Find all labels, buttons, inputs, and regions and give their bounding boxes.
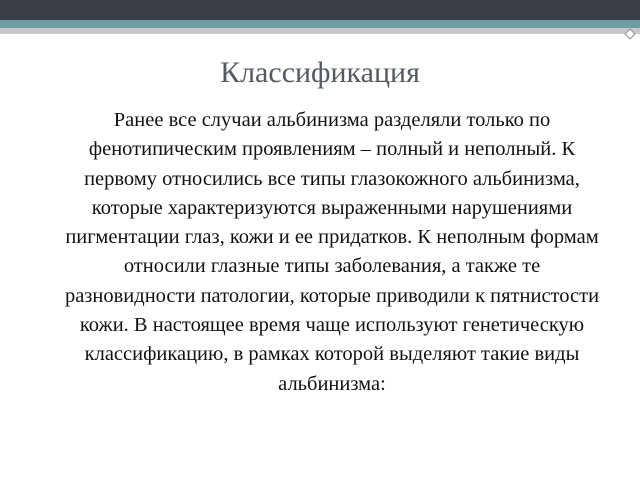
header-dark-band [0,0,640,20]
header-teal-band [0,20,640,28]
slide-title: Классификация [220,56,420,89]
header-grey-band [0,28,640,34]
slide-body-text: Ранее все случаи альбинизма разделяли только по фенотипическим проявлениям – полный и неполный. К первому относились все типы глазокожного альбинизма, которые характеризуются выраженными нарушениями пигментации глаз, кожи и ее придатков. К неполным формам относили глазные типы заболевания, а также те разновидности патологии, которые приводили к пятнистости кожи. В настоящее время чаще используют генетическую классификацию, в рамках которой выделяют такие виды альбинизма: [64,109,600,395]
